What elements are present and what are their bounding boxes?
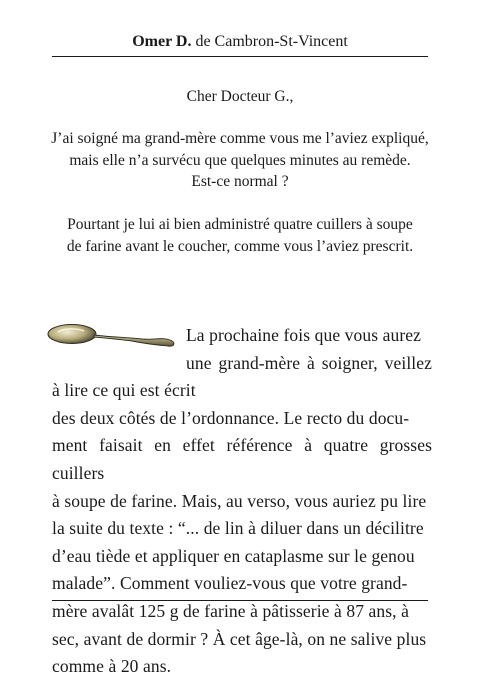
letter-line: mais elle n’a survécu que quelques minutes au remède.	[69, 151, 411, 169]
reply-line: des deux côtés de l’ordonnance. Le recto du docu-	[52, 407, 410, 428]
reply-line: à soupe de farine. Mais, au verso, vous auriez pu lire	[52, 490, 427, 511]
page-header	[52, 32, 428, 52]
doctor-reply	[52, 322, 432, 681]
reply-line: malade”. Comment vouliez-vous que votre grand-	[52, 573, 408, 594]
letter-greeting	[40, 86, 440, 108]
letter-paragraph-1	[40, 128, 440, 193]
reply-line: ment faisait en effet référence à quatre grosses cuillers	[52, 435, 432, 483]
letter-line: Est-ce normal ?	[191, 173, 289, 190]
footer-divider	[52, 600, 428, 601]
reply-line: une grand-mère à soigner, veillez à lire ce qui est écrit	[52, 352, 432, 401]
letter-paragraph-2	[40, 214, 440, 257]
greeting-text: Cher Docteur G.,	[186, 88, 294, 105]
reply-line: la suite du texte : “... de lin à diluer dans un décilitre	[52, 518, 424, 539]
header-divider	[52, 56, 428, 57]
reply-line: comme à 20 ans.	[52, 656, 172, 677]
author-location: de Cambron-St-Vincent	[195, 33, 348, 50]
author-name: Omer D.	[132, 33, 192, 50]
reply-line: mère avalât 125 g de farine à pâtisserie à 87 ans, à	[52, 600, 409, 621]
spoon-icon	[46, 322, 178, 350]
letter-line: de farine avant le coucher, comme vous l’aviez prescrit.	[66, 237, 414, 255]
letter-line: J’ai soigné ma grand-mère comme vous me l’aviez expliqué,	[51, 130, 429, 147]
reply-line: sec, avant de dormir ? À cet âge-là, on ne salive plus	[52, 628, 427, 649]
reply-line: d’eau tiède et appliquer en cataplasme sur le genou	[52, 545, 415, 566]
reply-line: La prochaine fois que vous aurez	[186, 325, 421, 345]
letter-line: Pourtant je lui ai bien administré quatre cuillers à soupe	[67, 216, 413, 233]
